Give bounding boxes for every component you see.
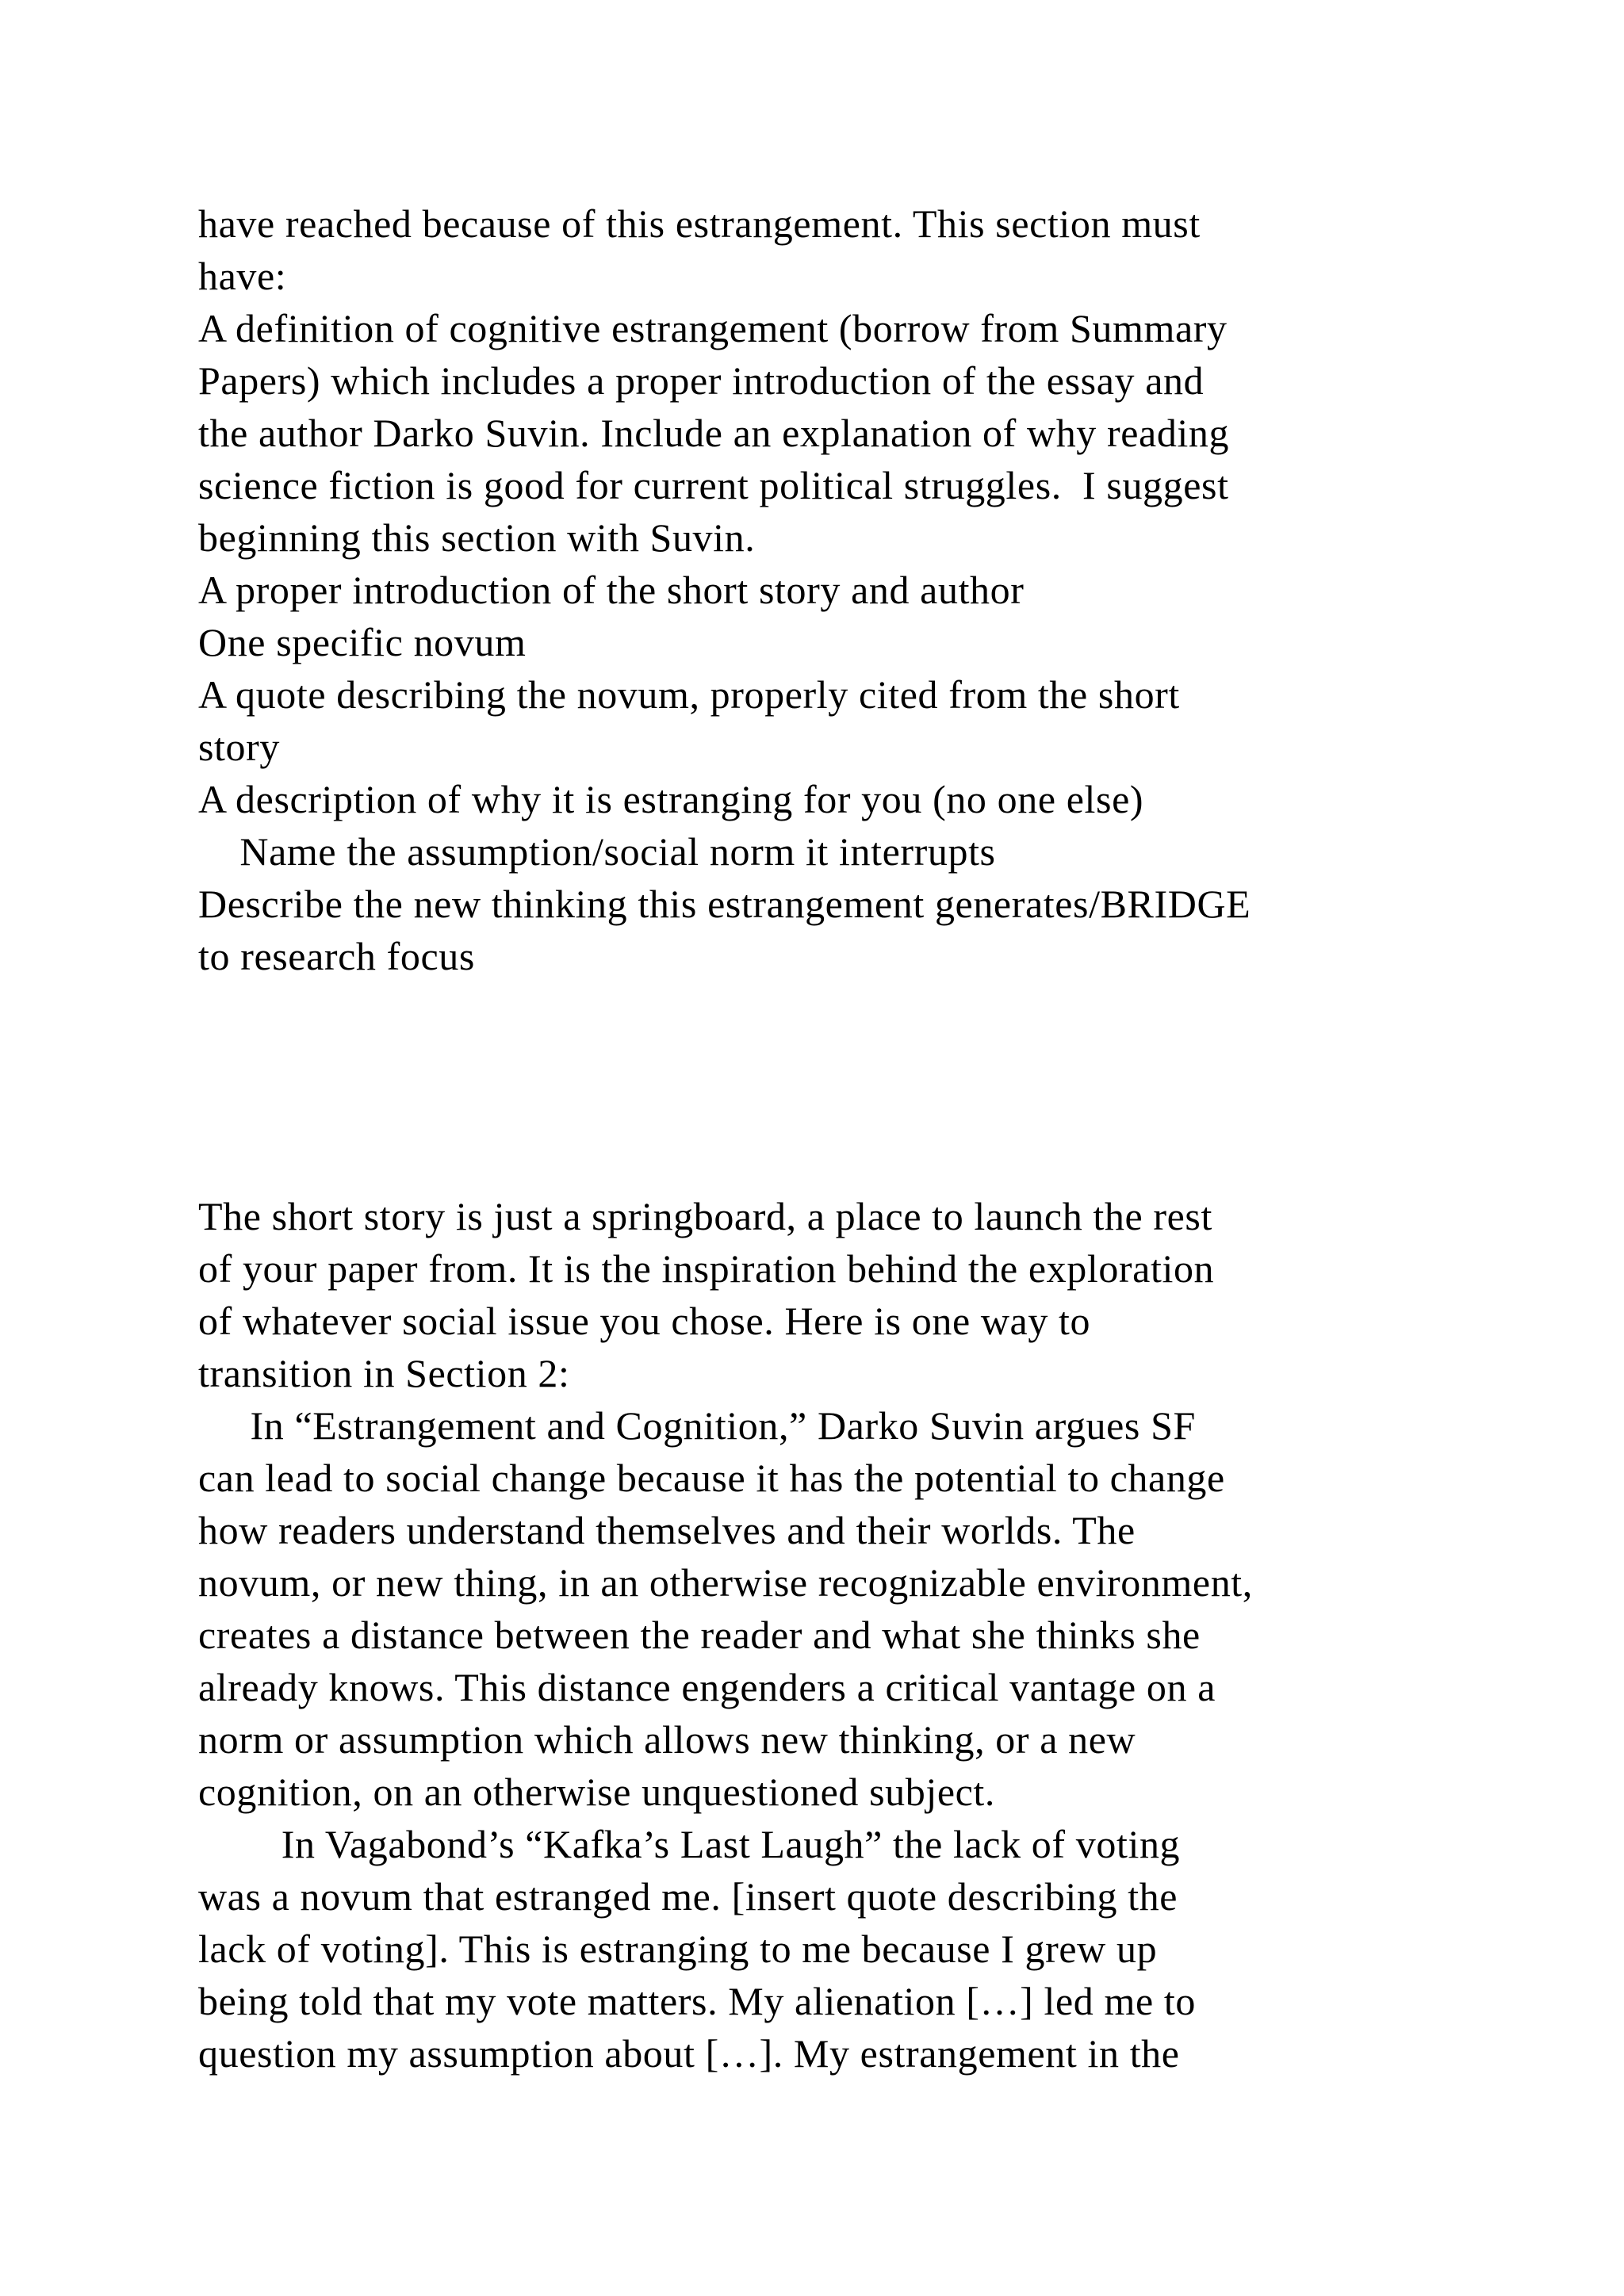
text-line: have:: [198, 254, 287, 298]
text-line: story: [198, 725, 280, 769]
transition-example-block: [198, 1190, 1253, 2080]
text-line: the author Darko Suvin. Include an explanation of why reading: [198, 411, 1230, 455]
text-line: A description of why it is estranging for you (no one else): [198, 777, 1144, 821]
instructions-block: [198, 197, 1251, 982]
text-line: to research focus: [198, 934, 475, 978]
text-line: lack of voting]. This is estranging to me because I grew up: [198, 1927, 1158, 1971]
text-line: Papers) which includes a proper introduction of the essay and: [198, 358, 1205, 403]
text-line: Describe the new thinking this estrangement generates/BRIDGE: [198, 882, 1251, 926]
text-line: of your paper from. It is the inspiration behind the exploration: [198, 1246, 1215, 1291]
text-line: science fiction is good for current political struggles. I suggest: [198, 463, 1229, 507]
text-line: how readers understand themselves and their worlds. The: [198, 1508, 1136, 1552]
text-line: novum, or new thing, in an otherwise recognizable environment,: [198, 1560, 1253, 1605]
text-line: have reached because of this estrangement. This section must: [198, 201, 1201, 246]
text-line: of whatever social issue you chose. Here is one way to: [198, 1299, 1091, 1343]
text-line: cognition, on an otherwise unquestioned subject.: [198, 1770, 995, 1814]
text-line: was a novum that estranged me. [insert quote describing the: [198, 1874, 1178, 1919]
text-line: question my assumption about […]. My estrangement in the: [198, 2031, 1180, 2076]
text-line: already knows. This distance engenders a critical vantage on a: [198, 1665, 1216, 1709]
text-line: The short story is just a springboard, a place to launch the rest: [198, 1194, 1212, 1238]
text-line: In Vagabond’s “Kafka’s Last Laugh” the lack of voting: [198, 1822, 1181, 1866]
text-line: can lead to social change because it has the potential to change: [198, 1456, 1225, 1500]
text-line: A quote describing the novum, properly cited from the short: [198, 672, 1180, 717]
text-line: In “Estrangement and Cognition,” Darko Suvin argues SF: [198, 1403, 1196, 1448]
text-line: transition in Section 2:: [198, 1351, 570, 1395]
text-line: beginning this section with Suvin.: [198, 515, 756, 560]
text-line: Name the assumption/social norm it interrupts: [198, 829, 996, 874]
text-line: creates a distance between the reader and what she thinks she: [198, 1613, 1201, 1657]
text-line: norm or assumption which allows new thinking, or a new: [198, 1717, 1136, 1762]
text-line: A definition of cognitive estrangement (borrow from Summary: [198, 306, 1228, 350]
text-line: being told that my vote matters. My alienation […] led me to: [198, 1979, 1196, 2023]
text-line: A proper introduction of the short story and author: [198, 568, 1025, 612]
text-line: One specific novum: [198, 620, 527, 664]
